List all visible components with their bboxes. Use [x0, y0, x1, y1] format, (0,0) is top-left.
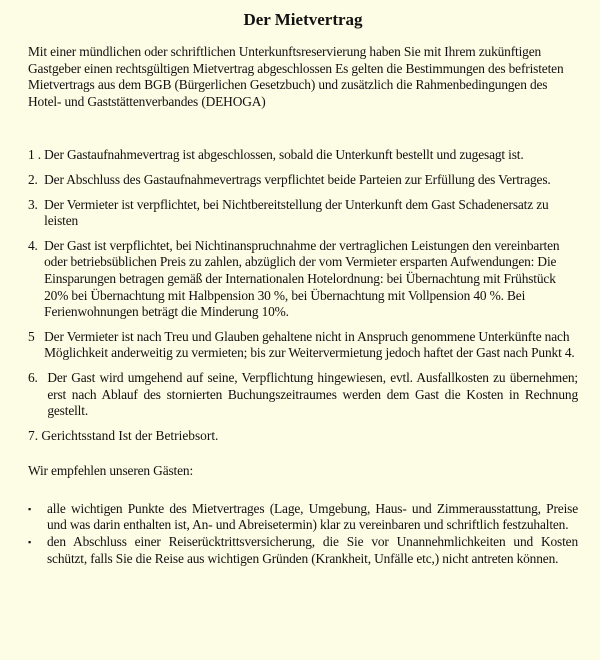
list-item	[28, 197, 578, 230]
jurisdiction-item: 7. Gerichtsstand Ist der Betriebsort.	[28, 427, 219, 443]
item-number: 6.	[28, 369, 48, 385]
list-item	[28, 329, 578, 362]
square-bullet-icon: ▪	[28, 537, 32, 548]
item-number: 3.	[28, 196, 45, 212]
intro-paragraph: Mit einer mündlichen oder schriftlichen Unterkunftsreservierung haben Sie mit Ihrem zukünftigen Gastgeber einen rechtsgültigen Mietvertrag abgeschlossen Es gelten die Bestimmungen des befristeten Mietvertrags aus dem BGB (Bürgerlichen Gesetzbuch) und zusätzlich die Rahmenbedingungen des Hotel- und Gaststättenverbandes (DEHOGA)	[28, 44, 564, 109]
bullet-text: den Abschluss einer Reiserücktrittsversicherung, die Sie vor Unannehmlichkeiten und Kosten schützt, falls Sie die Reise aus wichtigen Gründen (Krankheit, Unfälle etc,) nicht antreten können.	[47, 534, 578, 566]
item-number: 2.	[28, 171, 45, 187]
list-item	[28, 370, 578, 420]
item-number: 1 .	[28, 147, 45, 163]
bullet-text: alle wichtigen Punkte des Mietvertrages (Lage, Umgebung, Haus- und Zimmerausstattung, Preise und was darin enthalten ist, An- und Abreisetermin) klar zu vereinbaren und schriftlich festzuhalten.	[47, 500, 578, 533]
item-number: 4.	[28, 237, 45, 253]
recommendation-list	[28, 501, 578, 567]
item-text: Der Vermieter ist verpflichtet, bei Nichtbereitstellung der Unterkunft dem Gast Schadenersatz zu leisten	[44, 196, 549, 229]
item-text: Der Gast wird umgehend auf seine, Verpflichtung hingewiesen, evtl. Ausfallkosten zu übernehmen; erst nach Ablauf des stornierten Buchungszeitraumes werden dem Gast die Kosten in Rechnung gestellt.	[47, 369, 578, 419]
item-number: 5	[28, 328, 45, 344]
item-text: Der Gast ist verpflichtet, bei Nichtinanspruchnahme der vertraglichen Leistungen den vereinbarten oder betriebsüblichen Preis zu zahlen, abzüglich der vom Vermieter ersparten Aufwendungen: Die Einsparungen betragen gemäß der Internationalen Hotelordnung: bei Übernachtung mit Frühstück 20% bei Übernachtung mit Halbpension 30 %, bei Übernachtung mit Vollpension 40 %. Bei Ferienwohnungen beträgt die Minderung 10%.	[44, 237, 560, 320]
list-item	[28, 172, 578, 189]
list-item	[28, 147, 578, 164]
item-text: Der Abschluss des Gastaufnahmevertrags verpflichtet beide Parteien zur Erfüllung des Vertrages.	[44, 171, 551, 187]
recommendation-heading: Wir empfehlen unseren Gästen:	[28, 463, 194, 479]
item-text: Der Gastaufnahmevertrag ist abgeschlossen, sobald die Unterkunft bestellt und zugesagt ist.	[44, 147, 524, 163]
list-item	[28, 534, 578, 567]
list-item	[28, 238, 578, 321]
contract-terms-list	[28, 147, 578, 419]
list-item	[28, 501, 578, 534]
page-title: Der Mietvertrag	[243, 10, 363, 29]
item-text: Der Vermieter ist nach Treu und Glauben gehaltene nicht in Anspruch genommene Unterkünfte nach Möglichkeit anderweitig zu vermieten; bis zur Weitervermietung jedoch haftet der Gast nach Punkt 4.	[44, 328, 575, 361]
square-bullet-icon: ▪	[28, 503, 32, 514]
